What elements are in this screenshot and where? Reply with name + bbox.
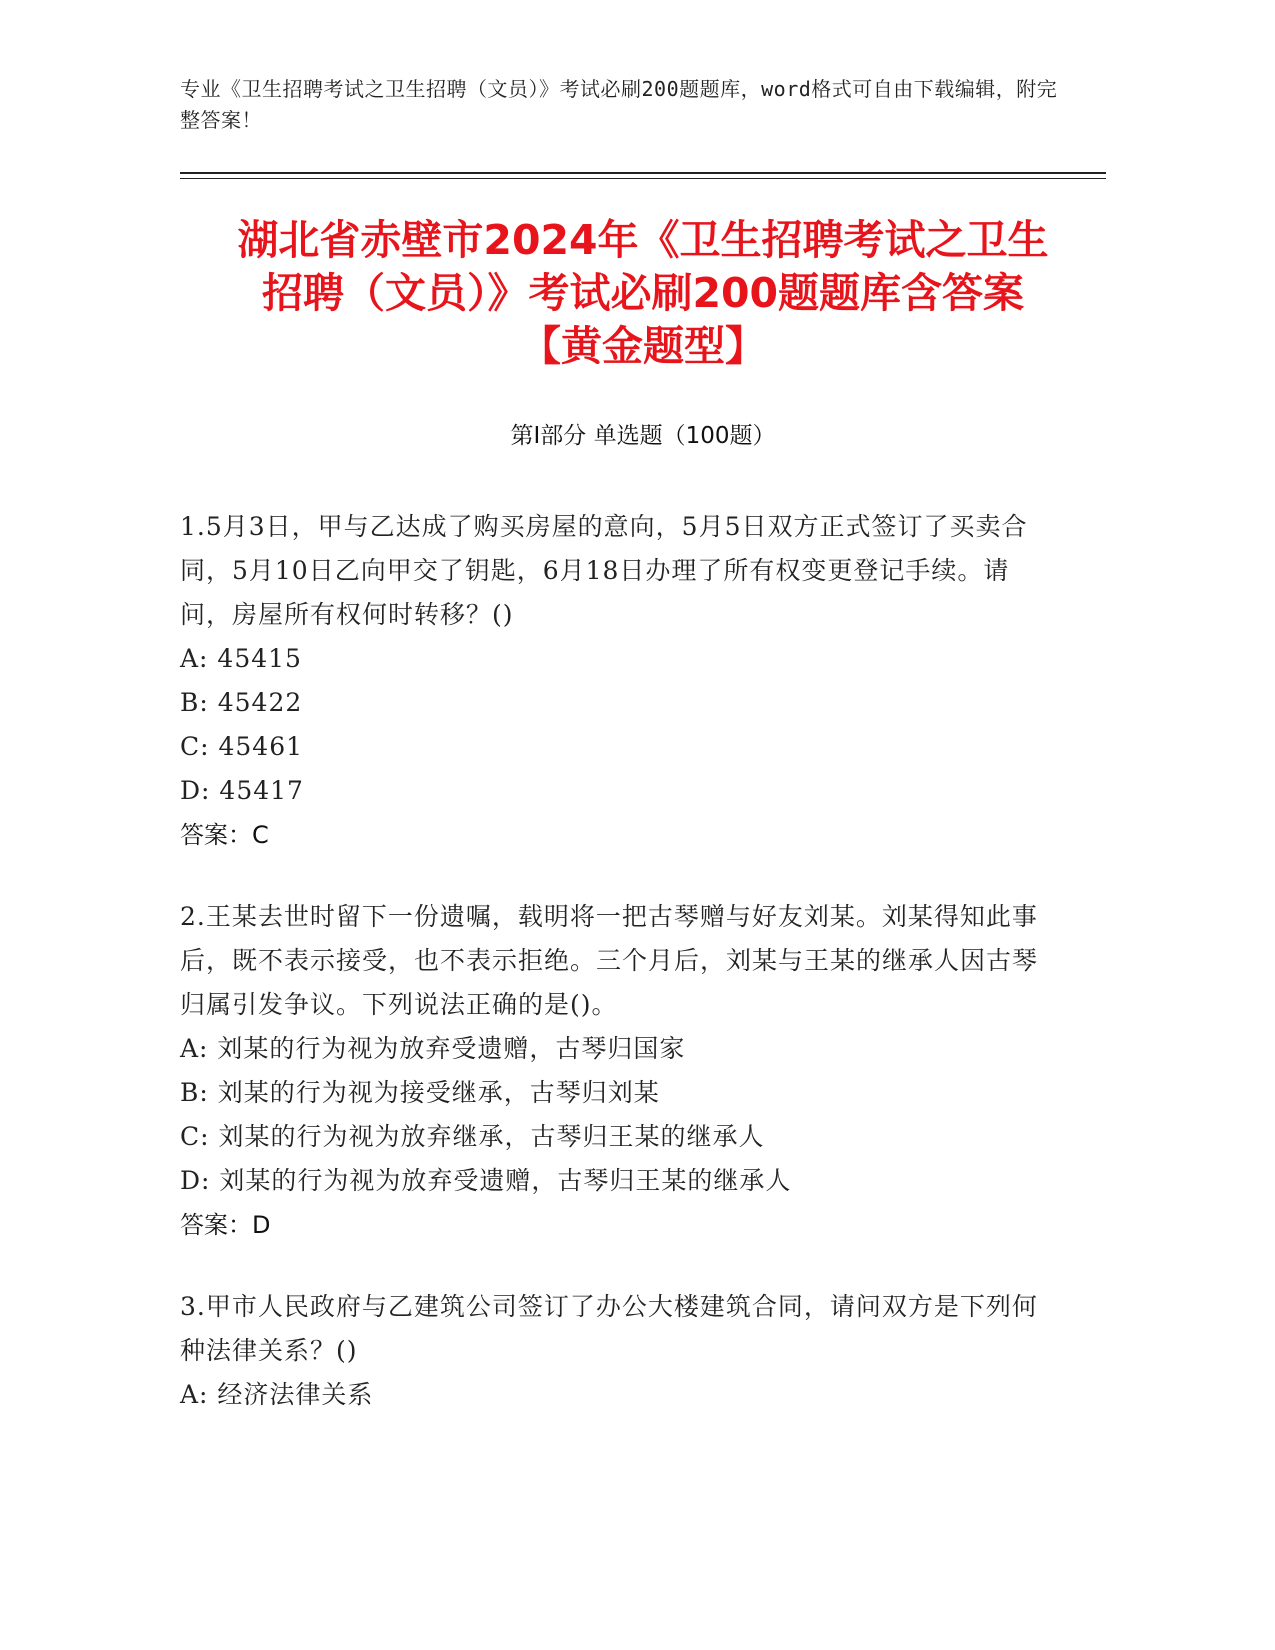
question-stem: 3.甲市人民政府与乙建筑公司签订了办公大楼建筑合同，请问双方是下列何种法律关系？() (180, 1292, 1038, 1365)
option-a: A: 经济法律关系 (180, 1380, 374, 1409)
header-note: 专业《卫生招聘考试之卫生招聘（文员）》考试必刷200题题库，word格式可自由下载编辑，附完整答案！ (180, 77, 1058, 132)
section-title: 第Ⅰ部分 单选题（100题） (510, 423, 776, 449)
option-b: B: 45422 (180, 688, 303, 717)
question-3 (180, 1285, 1050, 1417)
title-line-3: 【黄金题型】 (520, 322, 766, 370)
header-rule-thick (180, 172, 1106, 174)
option-b: B: 刘某的行为视为接受继承，古琴归刘某 (180, 1078, 660, 1107)
option-c: C: 45461 (180, 732, 304, 761)
question-1 (180, 505, 1050, 857)
title-line-1: 湖北省赤壁市2024年《卫生招聘考试之卫生 (237, 216, 1049, 264)
answer-line: 答案：C (180, 821, 269, 849)
document-title (170, 214, 1116, 373)
option-a: A: 45415 (180, 644, 302, 673)
question-stem: 1.5月3日，甲与乙达成了购买房屋的意向，5月5日双方正式签订了买卖合同，5月10日乙向甲交了钥匙，6月18日办理了所有权变更登记手续。请问，房屋所有权何时转移？() (180, 512, 1028, 629)
question-2 (180, 895, 1050, 1247)
title-line-2: 招聘（文员）》考试必刷200题题库含答案 (261, 269, 1025, 317)
question-stem: 2.王某去世时留下一份遗嘱，载明将一把古琴赠与好友刘某。刘某得知此事后，既不表示接受，也不表示拒绝。三个月后，刘某与王某的继承人因古琴归属引发争议。下列说法正确的是()。 (180, 902, 1039, 1019)
option-d: D: 45417 (180, 776, 304, 805)
option-d: D: 刘某的行为视为放弃受遗赠，古琴归王某的继承人 (180, 1166, 792, 1195)
option-c: C: 刘某的行为视为放弃继承，古琴归王某的继承人 (180, 1122, 765, 1151)
option-a: A: 刘某的行为视为放弃受遗赠，古琴归国家 (180, 1034, 686, 1063)
answer-line: 答案：D (180, 1211, 271, 1239)
header-rule-thin (180, 178, 1106, 179)
